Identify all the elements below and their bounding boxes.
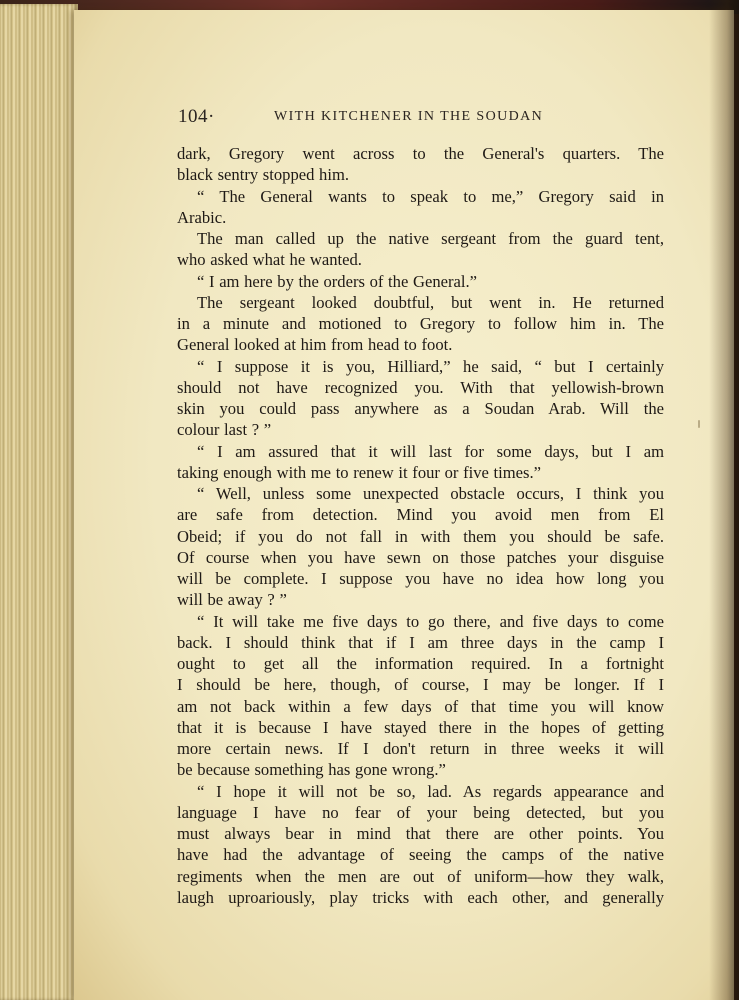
text-line: be because something has gone wrong.” — [177, 760, 446, 780]
text-line: am not back within a few days of that time you will know — [177, 696, 664, 716]
text-line: will be away ? ” — [177, 590, 287, 610]
page-header — [178, 106, 664, 128]
text-line: “ The General wants to speak to me,” Gregory said in — [197, 186, 664, 206]
paper-speck — [698, 420, 700, 428]
text-line: “ Well, unless some unexpected obstacle occurs, I think you — [197, 484, 664, 503]
text-line: are safe from detection. Mind you avoid men from El — [177, 505, 664, 525]
text-line: that it is because I have stayed there in the hopes of getting — [177, 717, 664, 737]
text-line: General looked at him from head to foot. — [177, 335, 453, 355]
text-line: taking enough with me to renew it four or five times.” — [177, 462, 541, 482]
text-line: “ I suppose it is you, Hilliard,” he said, “ but I certainly — [197, 356, 664, 376]
text-line: Obeid; if you do not fall in with them you should be safe. — [177, 526, 664, 546]
text-line: laugh uproariously, play tricks with each other, and generally — [177, 887, 664, 907]
text-line: black sentry stopped him. — [177, 165, 350, 185]
text-line: I should be here, though, of course, I may be longer. If I — [177, 675, 664, 695]
text-line: dark, Gregory went across to the General's quarters. The — [177, 144, 664, 163]
text-line: “ It will take me five days to go there, and five days to come — [197, 611, 664, 631]
text-line: in a minute and motioned to Gregory to follow him in. The — [177, 314, 664, 333]
page-curl-shadow — [709, 0, 739, 1000]
text-line: “ I am assured that it will last for some days, but I am — [197, 441, 664, 461]
text-line: regiments when the men are out of uniform—how they walk, — [177, 866, 664, 886]
text-line: Arabic. — [177, 207, 227, 227]
text-line: must always bear in mind that there are other points. You — [177, 824, 664, 843]
running-title: WITH KITCHENER IN THE SOUDAN — [274, 109, 544, 124]
text-line: have had the advantage of seeing the camps of the native — [177, 845, 664, 865]
text-line: language I have no fear of your being detected, but you — [177, 802, 664, 822]
text-line: The man called up the native sergeant from the guard tent, — [197, 229, 664, 248]
text-line: ought to get all the information required. In a fortnight — [177, 654, 664, 673]
text-line: skin you could pass anywhere as a Soudan Arab. Will the — [177, 399, 664, 418]
text-line: more certain news. If I don't return in three weeks it will — [177, 739, 664, 758]
text-line: “ I am here by the orders of the General.” — [197, 271, 478, 291]
text-line: Of course when you have sewn on those patches your disguise — [177, 547, 664, 567]
body-text — [177, 143, 664, 908]
text-line: The sergeant looked doubtful, but went in. He returned — [197, 292, 664, 312]
page-edges — [0, 4, 78, 1000]
text-line: should not have recognized you. With that yellowish-brown — [177, 377, 664, 397]
text-line: will be complete. I suppose you have no idea how long you — [177, 569, 664, 588]
text-line: colour last ? ” — [177, 420, 272, 440]
text-line: who asked what he wanted. — [177, 250, 362, 270]
text-line: “ I hope it will not be so, lad. As regards appearance and — [197, 781, 664, 801]
page-number: 104· — [178, 106, 215, 127]
text-line: back. I should think that if I am three days in the camp I — [177, 632, 664, 652]
